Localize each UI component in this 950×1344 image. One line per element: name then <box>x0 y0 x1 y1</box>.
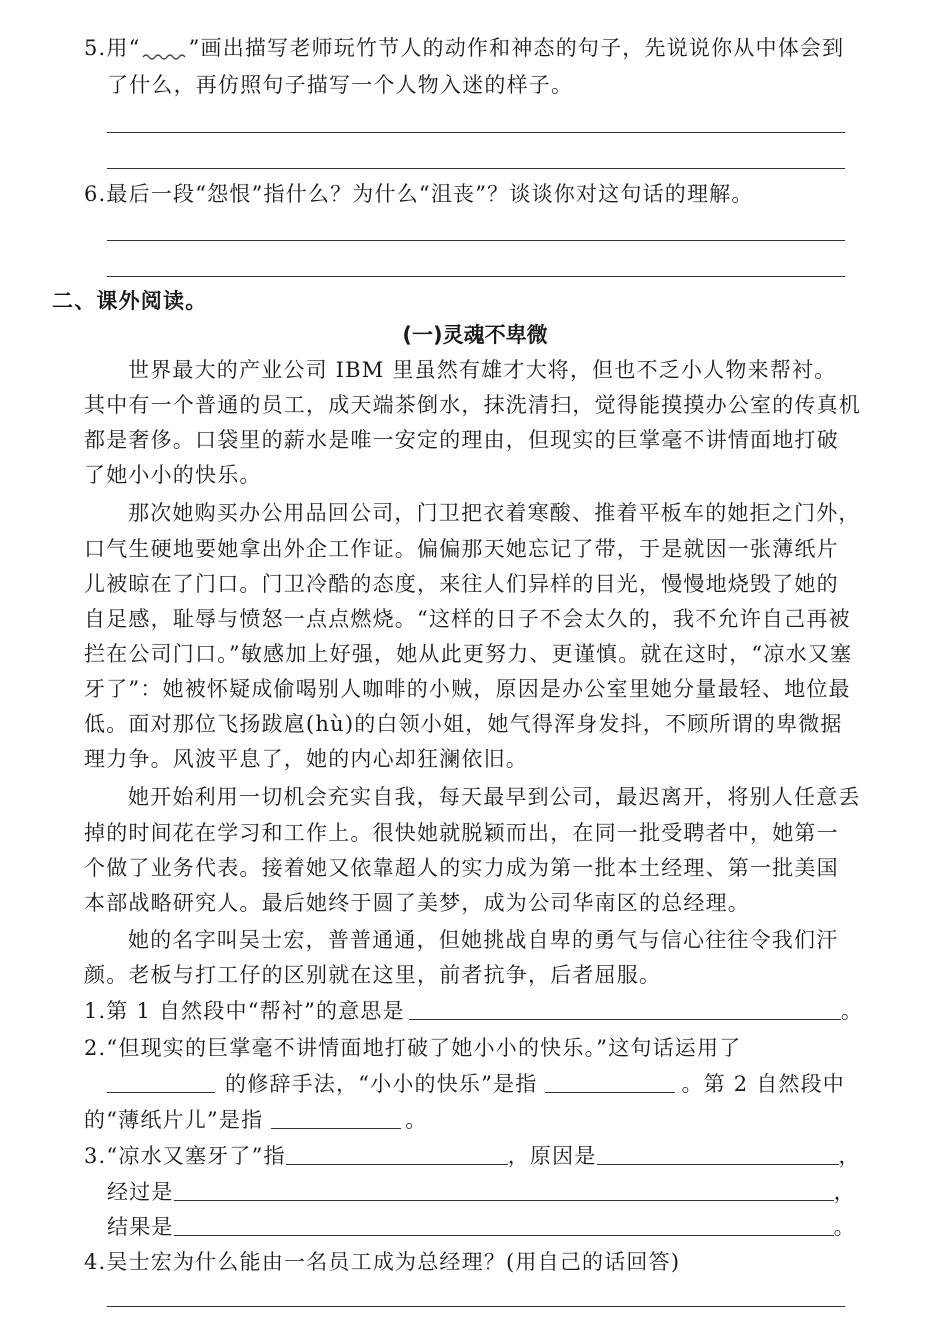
answer-line[interactable] <box>107 132 845 133</box>
passage-line: 口气生硬地要她拿出外企工作证。偏偏那天她忘记了带，于是就因一张薄纸片 <box>84 537 839 561</box>
q1-text: 1.第 1 自然段中“帮衬”的意思是 <box>84 999 405 1023</box>
q3-line1 <box>84 1138 861 1174</box>
q2-meaning-blank[interactable] <box>545 1070 675 1093</box>
passage-line: 牙了”：她被怀疑成偷喝别人咖啡的小贼，原因是办公室里她分量最轻、地位最 <box>84 677 851 701</box>
q1-answer-blank[interactable] <box>409 997 841 1020</box>
q3-meaning-blank[interactable] <box>286 1142 508 1165</box>
q3-label2: 经过是 <box>107 1180 174 1204</box>
answer-line[interactable] <box>107 1306 845 1307</box>
section-heading: 二、课外阅读。 <box>52 289 208 313</box>
passage-line: 个做了业务代表。接着她又依靠超人的实力成为第一批本土经理、第一批美国 <box>84 856 839 880</box>
passage-line: 她的名字叫吴士宏，普普通通，但她挑战自卑的勇气与信心往往令我们汗 <box>128 928 839 952</box>
q1-end: 。 <box>840 999 864 1023</box>
q3-line2 <box>107 1174 856 1210</box>
q2-line3 <box>84 1102 427 1138</box>
q3-end: 。 <box>833 1215 856 1239</box>
q5-suffix: ”画出描写老师玩竹节人的动作和神态的句子，先说说你从中体会到 <box>188 36 845 60</box>
answer-line[interactable] <box>107 276 845 277</box>
q2-seg2: 。第 2 自然段中 <box>681 1072 845 1096</box>
passage-line: 本部战略研究人。最后她终于圆了美梦，成为公司华南区的总经理。 <box>84 891 750 915</box>
q3-result-blank[interactable] <box>174 1213 834 1236</box>
q2-line2 <box>107 1066 845 1102</box>
wavy-underline-mark <box>141 37 189 61</box>
passage-line: 都是奢侈。口袋里的薪水是唯一安定的理由，但现实的巨掌毫不讲情面地打破 <box>84 428 839 452</box>
q5-line2: 了什么，再仿照句子描写一个人物入迷的样子。 <box>107 73 574 97</box>
q3-prefix: 3.“凉水又塞牙了”指 <box>84 1144 286 1168</box>
q2-line3b: 。 <box>405 1108 428 1132</box>
question-4: 4.吴士宏为什么能由一名员工成为总经理？(用自己的话回答) <box>84 1250 681 1274</box>
answer-line[interactable] <box>107 240 845 241</box>
q3-process-blank[interactable] <box>174 1178 834 1201</box>
passage-line: 那次她购买办公用品回公司，门卫把衣着寒酸、推着平板车的她拒之门外， <box>128 501 861 525</box>
passage-line: 了她小小的快乐。 <box>84 463 262 487</box>
q2-rhetoric-blank[interactable] <box>107 1070 215 1093</box>
question-1 <box>84 993 863 1029</box>
q3-comma2: ， <box>833 1180 856 1204</box>
passage-line: 儿被晾在了门口。门卫冷酷的态度，来往人们异样的目光，慢慢地烧毁了她的 <box>84 572 839 596</box>
q5-prefix: 5.用“ <box>84 36 141 60</box>
passage-line: 低。面对那位飞扬跋扈(hù)的白领小姐，她气得浑身发抖，不顾所谓的卑微据 <box>84 712 843 736</box>
passage-line: 其中有一个普通的员工，成天端茶倒水，抹洗清扫，觉得能摸摸办公室的传真机 <box>84 393 861 417</box>
q3-line3 <box>107 1209 856 1245</box>
q5-line1 <box>84 30 844 66</box>
q3-comma1: ， <box>838 1144 861 1168</box>
passage-line: 颜。老板与打工仔的区别就在这里，前者抗争，后者屈服。 <box>84 963 662 987</box>
passage-line: 自足感，耻辱与愤怒一点点燃烧。“这样的日子不会太久的，我不允许自己再被 <box>84 607 851 631</box>
q3-mid: ，原因是 <box>507 1144 597 1168</box>
passage-title: (一)灵魂不卑微 <box>402 323 548 347</box>
q3-reason-blank[interactable] <box>597 1142 839 1165</box>
passage-line: 世界最大的产业公司 IBM 里虽然有雄才大将，但也不乏小人物来帮衬。 <box>128 358 837 382</box>
q2-line1: 2.“但现实的巨掌毫不讲情面地打破了她小小的快乐。”这句话运用了 <box>84 1036 742 1060</box>
passage-line: 掉的时间花在学习和工作上。很快她就脱颖而出，在同一批受聘者中，她第一 <box>84 821 839 845</box>
answer-line[interactable] <box>107 168 845 169</box>
q2-paper-blank[interactable] <box>271 1106 401 1129</box>
q2-seg1: 的修辞手法，“小小的快乐”是指 <box>225 1072 538 1096</box>
q2-line3a: 的“薄纸片儿”是指 <box>84 1108 264 1132</box>
q6-text: 6.最后一段“怨恨”指什么？为什么“沮丧”？谈谈你对这句话的理解。 <box>84 182 754 206</box>
passage-line: 她开始利用一切机会充实自我，每天最早到公司，最迟离开，将别人任意丢 <box>128 785 861 809</box>
passage-line: 拦在公司门口。”敏感加上好强，她从此更努力、更谨慎。就在这时，“凉水又塞 <box>84 642 853 666</box>
q3-label3: 结果是 <box>107 1215 174 1239</box>
passage-line: 理力争。风波平息了，她的内心却狂澜依旧。 <box>84 747 528 771</box>
